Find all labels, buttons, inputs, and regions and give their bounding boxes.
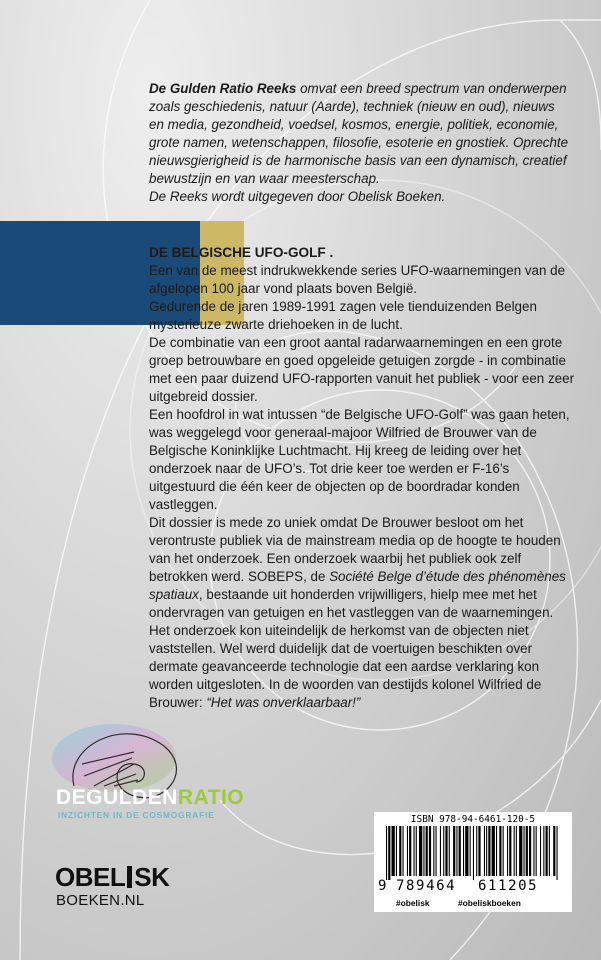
blurb-paragraph-4: Een hoofdrol in wat intussen “de Belgische UFO-Golf” was gaan heten, was weggelegd voor generaal-majoor Wilfried de Brouwer van de Belgische Koninklijke Luchtmacht. Hij kreeg de leiding over het onderzoek naar de UFO’s. Tot drie keer toe werden er F-16’s uitgestuurd die één keer de objecten op de boordradar konden vastleggen. <box>149 407 570 512</box>
barcode-bar <box>419 826 422 876</box>
blurb-paragraph-1: Een van de meest indrukwekkende series UFO-waarnemingen van de afgelopen 100 jaar vond plaats boven België. <box>149 263 566 296</box>
barcode-bar <box>519 826 522 876</box>
barcode-bar <box>514 826 515 876</box>
obelisk-wordmark <box>55 862 169 893</box>
barcode-bar <box>436 826 437 876</box>
barcode-bars <box>386 826 560 880</box>
barcode-bar <box>456 826 457 876</box>
wordmark-part-2: RATIO <box>177 786 245 809</box>
blurb-paragraph-3: De combinatie van een groot aantal radarwaarnemingen en een grote groep betrouwbare en goed opgeleide getuigen zorgde - in combinatie met een paar duizend UFO-rapporten vanuit het publiek - voor een zeer uitgebreid dossier. <box>149 335 575 404</box>
barcode-bar <box>546 826 548 876</box>
barcode-bar <box>516 826 517 876</box>
barcode-bar <box>463 826 464 876</box>
barcode-bar <box>423 826 424 876</box>
barcode-bar <box>499 826 501 876</box>
barcode-bar <box>509 826 511 876</box>
barcode-bar <box>503 826 504 876</box>
barcode-bar <box>540 826 541 876</box>
series-intro <box>149 80 569 206</box>
isbn-barcode <box>374 812 572 912</box>
wordmark-part-1: DEGULDEN <box>56 786 178 809</box>
blurb-paragraph-6 <box>149 622 579 712</box>
barcode-bar <box>529 826 531 876</box>
series-description: omvat een breed spectrum van onderwerpen zoals geschiedenis, natuur (Aarde), techniek (nieuw en oud), nieuws en media, gezondheid, voedsel, kosmos, energie, politiek, economie, grote namen, wetenschappen, filosofie, esoterie en gnostiek. Oprechte nieuwsgierigheid is de harmonische basis van een dynamisch, creatief bewustzijn en van waar meesterschap. <box>149 81 569 186</box>
barcode-bar <box>407 826 408 876</box>
barcode-bar <box>488 826 490 876</box>
barcode-bar <box>416 826 417 876</box>
obelisk-part-2: SK <box>134 862 170 892</box>
barcode-bar <box>440 826 441 876</box>
barcode-group-2: 611205 <box>478 878 539 894</box>
obelisk-pillar-icon <box>127 866 132 888</box>
barcode-bar <box>533 826 534 876</box>
blurb-heading: DE BELGISCHE UFO-GOLF . <box>149 245 334 260</box>
barcode-bar <box>465 826 468 876</box>
blurb-p5-text: Dit dossier is mede zo uniek omdat De Brouwer besloot om het verontruste publiek via de mainstream media op de hoogte te houden van het onderzoek. Een onderzoek waarbij het publiek ook zelf betrokken werd. SOBEPS, de <box>149 515 561 584</box>
book-blurb <box>149 244 579 712</box>
barcode-bar <box>426 826 428 876</box>
barcode-bar <box>443 826 444 876</box>
publisher-line: De Reeks wordt uitgegeven door Obelisk Boeken. <box>149 189 446 204</box>
barcode-bar <box>453 826 455 876</box>
barcode-bar <box>414 826 415 876</box>
barcode-bar <box>536 826 537 876</box>
barcode-group-1: 789464 <box>396 878 457 894</box>
blurb-p5-text-end: , bestaande uit honderden vrijwilligers, hielp mee met het ondervragen van getuigen en het vastleggen van de waarnemingen. <box>149 587 554 620</box>
barcode-bar <box>526 826 528 876</box>
barcode-bar <box>433 826 434 876</box>
blurb-paragraph-5 <box>149 514 579 622</box>
barcode-bar <box>492 826 495 876</box>
hashtag-obelisk: #obelisk <box>396 898 430 908</box>
barcode-bar <box>473 826 474 880</box>
barcode-bar <box>524 826 525 876</box>
barcode-bar <box>553 826 555 876</box>
gulden-ratio-wordmark <box>56 786 244 810</box>
barcode-bar <box>543 826 544 876</box>
barcode-bar <box>399 826 401 876</box>
barcode-bar <box>476 826 477 876</box>
barcode-first-digit: 9 <box>378 878 387 894</box>
barcode-bar <box>392 826 395 876</box>
barcode-bar <box>459 826 461 876</box>
barcode-bar <box>429 826 431 876</box>
obelisk-part-1: OBEL <box>55 862 126 892</box>
barcode-bar <box>486 826 487 876</box>
barcode-bar <box>449 826 450 876</box>
barcode-bar <box>557 826 558 880</box>
barcode-bar <box>396 826 397 876</box>
barcode-bar <box>409 826 411 876</box>
barcode-bar <box>470 826 471 876</box>
barcode-bar <box>478 826 480 876</box>
hashtag-obeliskboeken: #obeliskboeken <box>458 898 521 908</box>
barcode-bar <box>445 826 447 876</box>
quote: “Het was onverklaarbaar!” <box>206 695 361 710</box>
barcode-bar <box>549 826 550 876</box>
barcode-bar <box>496 826 497 876</box>
blurb-paragraph-2: Gedurende de jaren 1989-1991 zagen vele tienduizenden Belgen mysterieuze zwarte driehoeken in de lucht. <box>149 299 537 332</box>
barcode-bar <box>484 826 485 876</box>
isbn-label: ISBN 978-94-6461-120-5 <box>410 814 536 825</box>
blurb-p6-text: Het onderzoek kon uiteindelijk de herkomst van de objecten niet vaststellen. Wel werd duidelijk dat de voertuigen beschikten over dermate geavanceerde technologie dat een aardse verklaring kon worden uitgesloten. In de woorden van destijds kolonel Wilfried de Brouwer: <box>149 623 542 710</box>
sobeps-name: Société Belge d’étude des phénomènes spatiaux <box>149 569 566 602</box>
barcode-bar <box>403 826 404 876</box>
obelisk-url: BOEKEN.NL <box>56 892 145 909</box>
series-name: De Gulden Ratio Reeks <box>149 81 297 96</box>
barcode-bar <box>507 826 508 876</box>
gulden-ratio-tagline: INZICHTEN IN DE COSMOGRAFIE <box>58 810 215 820</box>
barcode-bar <box>386 826 387 880</box>
barcode-bar <box>388 826 390 880</box>
